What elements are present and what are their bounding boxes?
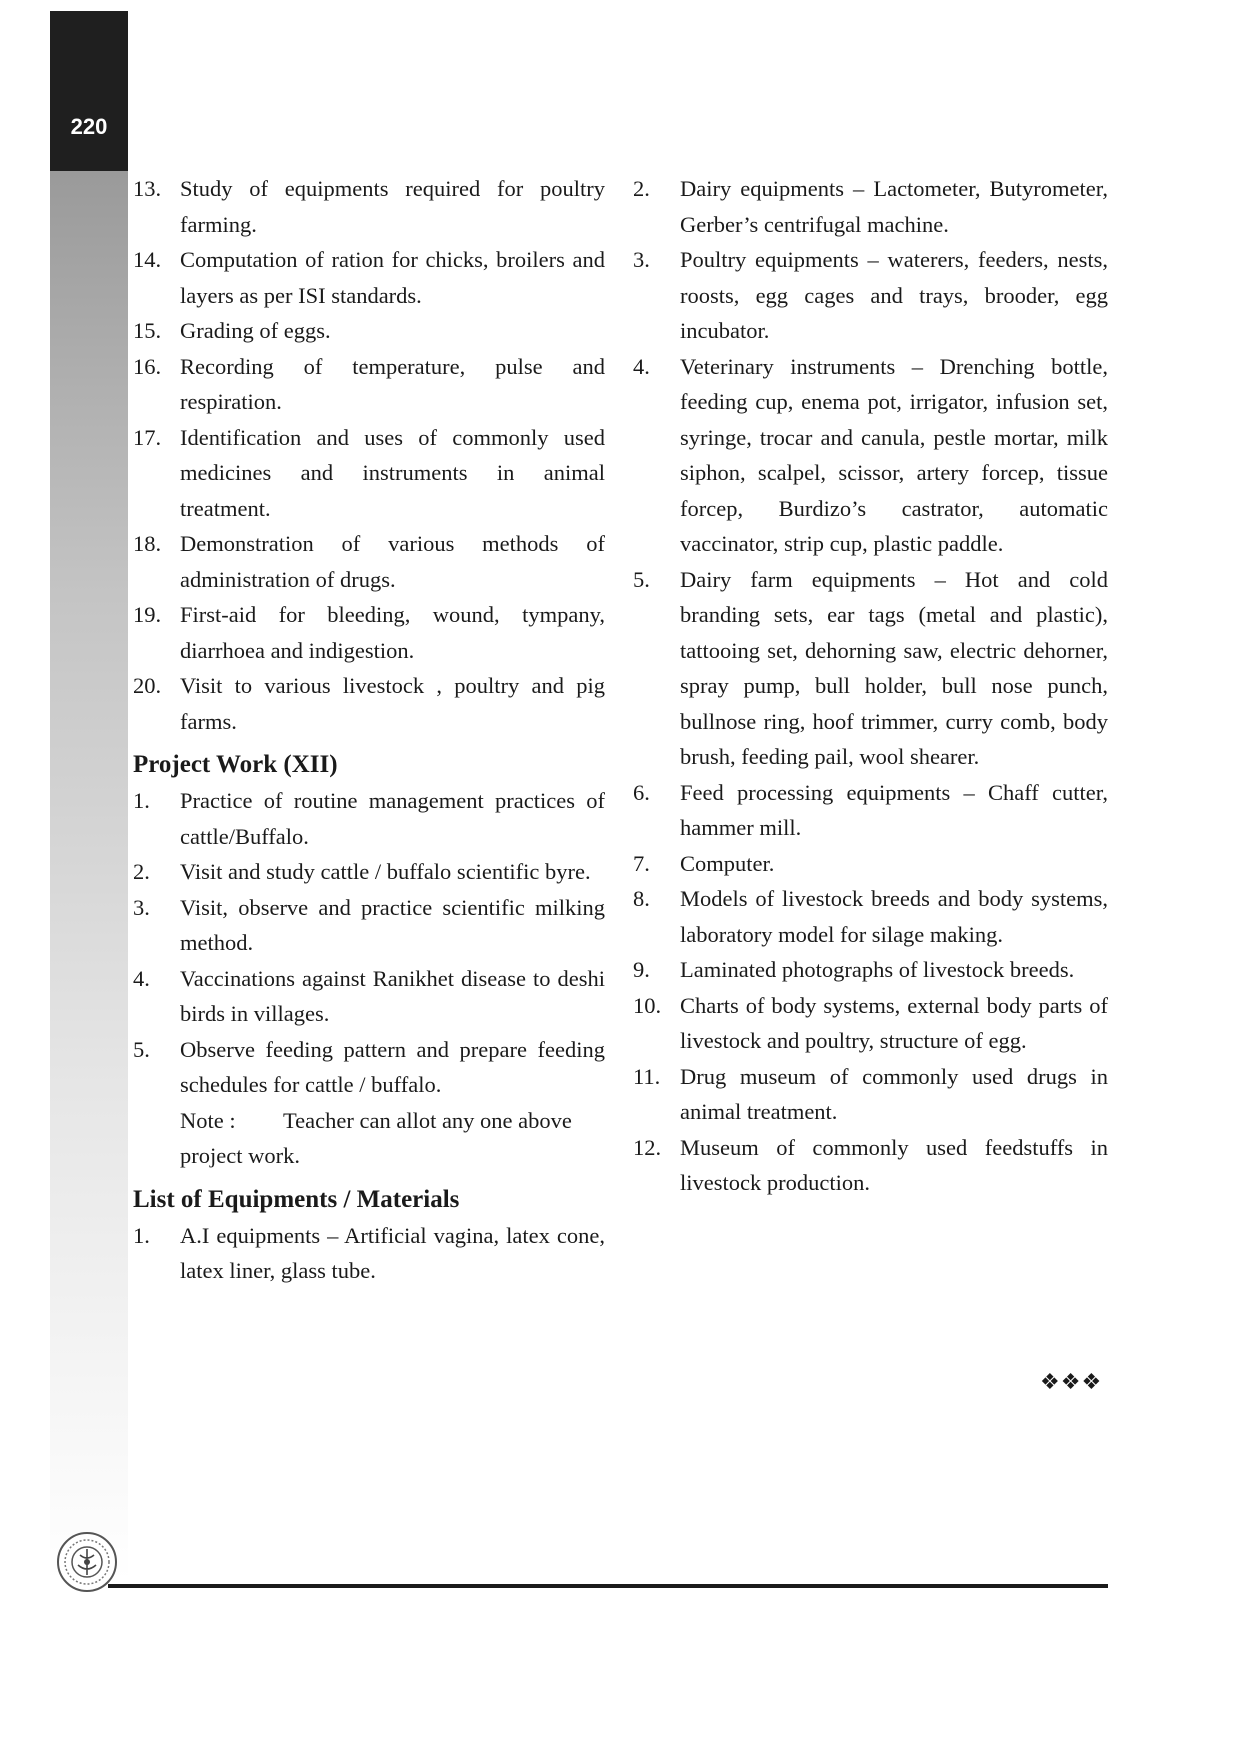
list-item — [633, 952, 1108, 988]
item-text: Visit and study cattle / buffalo scientific byre. — [180, 859, 591, 884]
list-item — [133, 961, 605, 1032]
list-item — [133, 171, 605, 242]
list-item — [633, 242, 1108, 349]
left-column — [133, 171, 605, 1289]
list-item — [133, 526, 605, 597]
list-item — [133, 420, 605, 527]
item-text: Feed processing equipments – Chaff cutter, hammer mill. — [680, 779, 1108, 840]
item-number: 2. — [133, 859, 150, 884]
item-number: 19. — [133, 602, 162, 627]
page-tab — [50, 11, 128, 171]
item-number: 13. — [133, 176, 162, 201]
item-text: Drug museum of commonly used drugs in animal treatment. — [680, 1063, 1108, 1124]
item-number: 2. — [633, 176, 650, 201]
list-item — [133, 349, 605, 420]
item-text: Identification and uses of commonly used medicines and instruments in animal treatment. — [180, 424, 605, 521]
list-item — [633, 881, 1108, 952]
item-number: 4. — [633, 353, 650, 379]
item-text: Study of equipments required for poultry farming. — [180, 176, 605, 237]
item-number: 5. — [633, 566, 650, 592]
equipment-list-heading: List of Equipments / Materials — [133, 1185, 460, 1213]
list-item — [633, 988, 1108, 1059]
item-number: 4. — [133, 965, 150, 991]
item-number: 10. — [633, 992, 662, 1018]
item-number: 14. — [133, 247, 162, 272]
item-text: Computation of ration for chicks, broilers and layers as per ISI standards. — [180, 247, 605, 308]
list-item — [133, 597, 605, 668]
note-label: Note : — [180, 1107, 236, 1133]
list-item — [133, 890, 605, 961]
item-number: 11. — [633, 1063, 661, 1089]
item-text: Visit to various livestock , poultry and pig farms. — [180, 673, 605, 734]
list-item — [633, 846, 1108, 882]
item-number: 3. — [133, 894, 150, 920]
item-text: Veterinary instruments – Drenching bottle, feeding cup, enema pot, irrigator, infusion set, syringe, trocar and canula, pestle mortar, milk siphon, scalpel, scissor, artery forcep, tissue forcep, Burdizo’s castrator, automatic vaccinator, strip cup, plastic paddle. — [680, 353, 1108, 556]
item-text: Visit, observe and practice scientific milking method. — [180, 894, 605, 955]
item-number: 18. — [133, 531, 162, 556]
item-text: Observe feeding pattern and prepare feeding schedules for cattle / buffalo. — [180, 1036, 605, 1097]
item-text: Demonstration of various methods of administration of drugs. — [180, 531, 605, 592]
item-text: First-aid for bleeding, wound, tympany, diarrhoea and indigestion. — [180, 602, 605, 663]
list-item — [633, 171, 1108, 242]
item-text: A.I equipments – Artificial vagina, latex cone, latex liner, glass tube. — [180, 1222, 605, 1283]
item-text: Poultry equipments – waterers, feeders, nests, roosts, egg cages and trays, brooder, egg incubator. — [680, 247, 1108, 343]
item-number: 3. — [633, 247, 650, 272]
item-text: Models of livestock breeds and body systems, laboratory model for silage making. — [680, 886, 1108, 947]
item-number: 1. — [133, 1222, 150, 1248]
note-text: Teacher can allot any one above project work. — [180, 1107, 572, 1168]
item-number: 12. — [633, 1134, 662, 1160]
item-text: Laminated photographs of livestock breeds. — [680, 957, 1075, 982]
side-gradient-strip — [50, 171, 128, 1581]
item-text: Grading of eggs. — [180, 318, 331, 343]
list-item — [133, 783, 605, 854]
list-item — [633, 775, 1108, 846]
item-text: Dairy farm equipments – Hot and cold branding sets, ear tags (metal and plastic), tattooing set, dehorning saw, electric dehorner, spray pump, bull holder, bull nose punch, bullnose ring, hoof trimmer, curry comb, body brush, feeding pail, wool shearer. — [680, 566, 1108, 769]
item-number: 6. — [633, 779, 650, 805]
item-number: 16. — [133, 353, 162, 379]
list-item — [133, 242, 605, 313]
list-item — [633, 349, 1108, 562]
list-item — [133, 1218, 605, 1289]
project-note — [133, 1103, 605, 1174]
list-item — [633, 562, 1108, 775]
list-item — [133, 313, 605, 349]
item-number: 9. — [633, 957, 650, 982]
list-item — [133, 668, 605, 739]
item-number: 7. — [633, 850, 650, 876]
item-number: 20. — [133, 673, 162, 698]
list-item — [633, 1059, 1108, 1130]
list-item — [633, 1130, 1108, 1201]
item-text: Museum of commonly used feedstuffs in livestock production. — [680, 1134, 1108, 1195]
item-text: Practice of routine management practices of cattle/Buffalo. — [180, 788, 605, 849]
right-column — [633, 171, 1108, 1201]
list-item — [133, 1032, 605, 1103]
item-number: 8. — [633, 886, 650, 911]
footer-rule — [108, 1584, 1108, 1588]
section-end-ornament: ❖❖❖ — [1040, 1370, 1103, 1395]
list-item — [133, 854, 605, 890]
item-number: 5. — [133, 1036, 150, 1062]
item-text: Recording of temperature, pulse and respiration. — [180, 353, 605, 414]
item-number: 17. — [133, 424, 162, 450]
project-work-heading: Project Work (XII) — [133, 751, 338, 778]
item-text: Computer. — [680, 850, 775, 876]
page-number: 220 — [70, 114, 108, 139]
item-text: Charts of body systems, external body parts of livestock and poultry, structure of egg. — [680, 992, 1108, 1053]
item-text: Vaccinations against Ranikhet disease to deshi birds in villages. — [180, 965, 605, 1026]
item-text: Dairy equipments – Lactometer, Butyrometer, Gerber’s centrifugal machine. — [680, 176, 1108, 237]
item-number: 15. — [133, 318, 162, 343]
item-number: 1. — [133, 788, 150, 813]
